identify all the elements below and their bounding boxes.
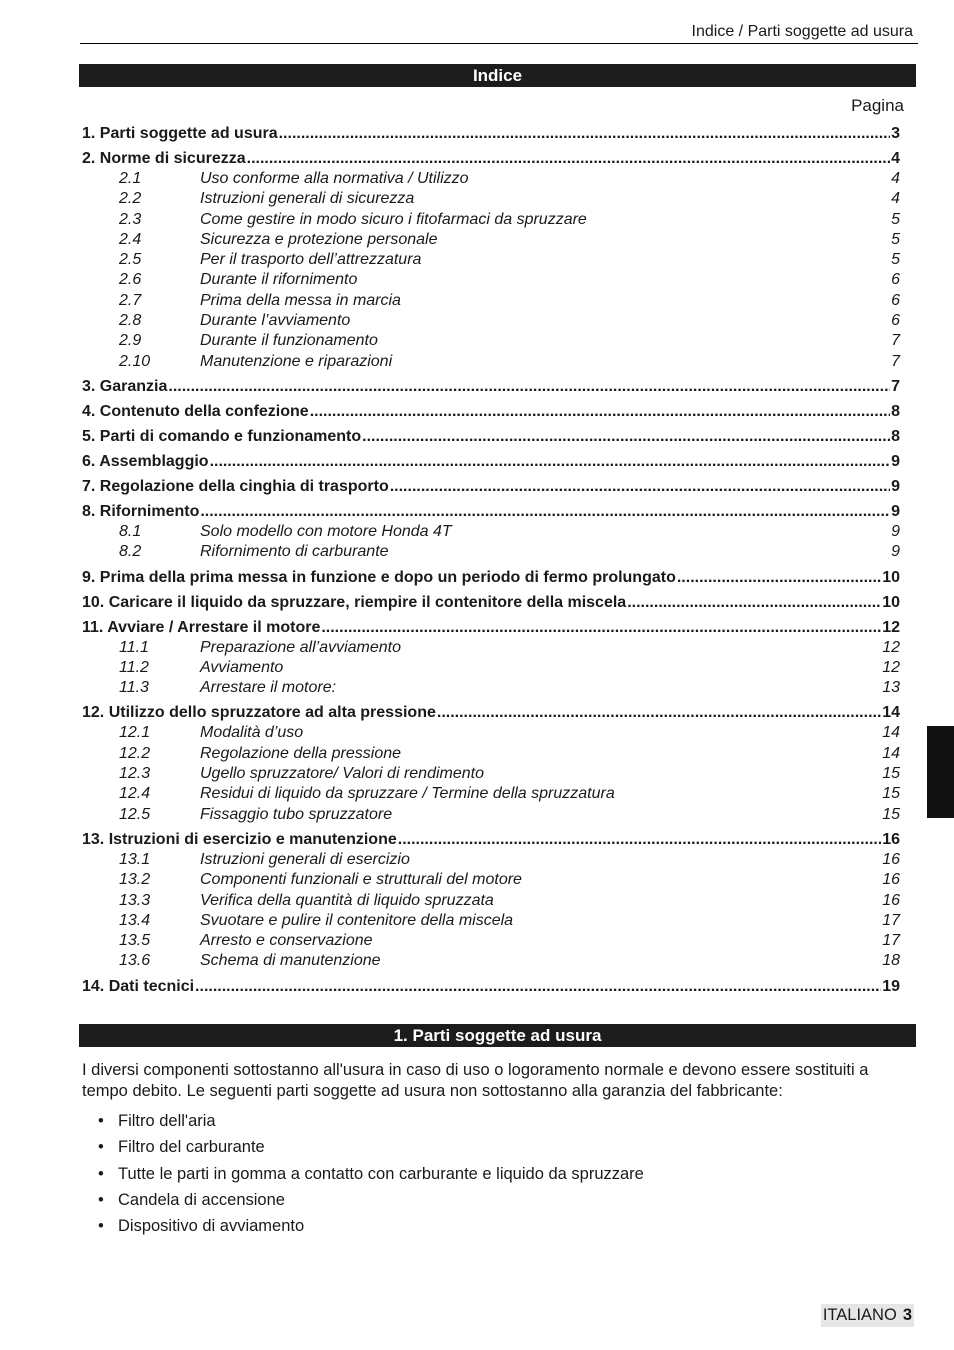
toc-subentry-number: 2.6 xyxy=(119,271,142,289)
toc-entry-page: 16 xyxy=(882,830,900,848)
toc-subentry-number: 13.1 xyxy=(119,850,151,868)
toc-entry-title: 1. Parti soggette ad usura xyxy=(82,125,278,142)
toc-subentry-title: Componenti funzionali e strutturali del motore xyxy=(200,871,522,889)
toc-entry[interactable] xyxy=(82,124,900,144)
toc-subentry-page: 17 xyxy=(882,911,900,929)
toc-entry[interactable] xyxy=(82,427,900,447)
wear-parts-list xyxy=(98,1108,644,1239)
toc-subentry-number: 12.1 xyxy=(119,724,151,742)
toc-subentry-number: 12.2 xyxy=(119,744,151,762)
bullet-icon: • xyxy=(98,1112,104,1130)
toc-subentry-title: Verifica della quantità di liquido spruzzata xyxy=(200,891,494,909)
running-header: Indice / Parti soggette ad usura xyxy=(691,23,913,40)
toc-entry-page: 4 xyxy=(891,150,900,167)
toc-subentry-page: 9 xyxy=(891,522,900,540)
toc-entry-page: 8 xyxy=(891,427,900,445)
toc-subentry[interactable] xyxy=(82,870,900,890)
toc-subentry-number: 2.8 xyxy=(119,312,142,330)
toc-subentry[interactable] xyxy=(82,911,900,931)
toc-subentry-title: Fissaggio tubo spruzzatore xyxy=(200,805,393,823)
toc-subentry-title: Svuotare e pulire il contenitore della miscela xyxy=(200,911,514,929)
toc-leader-dots xyxy=(437,703,881,723)
toc-subentry-number: 12.5 xyxy=(119,805,151,823)
bullet-icon: • xyxy=(98,1164,104,1183)
toc-leader-dots xyxy=(210,452,891,472)
toc-subentry-title: Sicurezza e protezione personale xyxy=(200,230,438,248)
toc-subentry[interactable] xyxy=(82,352,900,372)
toc-subentry-number: 11.2 xyxy=(119,658,149,676)
toc-subentry-number: 13.5 xyxy=(119,932,151,950)
toc-entry-page: 10 xyxy=(882,593,900,611)
toc-subentry-title: Prima della messa in marcia xyxy=(200,291,401,309)
toc-subentry-title: Solo modello con motore Honda 4T xyxy=(200,522,452,540)
toc-entry-page: 8 xyxy=(891,402,900,420)
toc-entry-title: 10. Caricare il liquido da spruzzare, riempire il contenitore della miscela xyxy=(82,593,627,611)
toc-subentry-page: 4 xyxy=(891,170,900,187)
table-of-contents xyxy=(82,124,900,997)
toc-entry-page: 9 xyxy=(891,477,900,495)
toc-subentry-title: Modalità d’uso xyxy=(200,724,304,742)
toc-subentry-number: 2.4 xyxy=(119,230,142,248)
toc-entry-page: 7 xyxy=(891,377,900,395)
toc-subentry[interactable] xyxy=(82,764,900,784)
toc-entry[interactable] xyxy=(82,149,900,169)
list-item-text: Filtro del carburante xyxy=(118,1138,265,1157)
toc-subentry-page: 14 xyxy=(882,724,900,742)
toc-subentry-title: Rifornimento di carburante xyxy=(200,543,389,561)
toc-subentry[interactable] xyxy=(82,291,900,311)
toc-leader-dots xyxy=(168,377,890,397)
bullet-icon: • xyxy=(98,1217,104,1236)
toc-subentry[interactable] xyxy=(82,169,900,189)
toc-subentry[interactable] xyxy=(82,931,900,951)
toc-entry[interactable] xyxy=(82,377,900,397)
list-item xyxy=(98,1161,644,1187)
toc-subentry-title: Durante l’avviamento xyxy=(200,312,351,330)
toc-subentry-page: 17 xyxy=(882,932,900,950)
toc-entry-page: 12 xyxy=(882,618,900,636)
toc-subentry[interactable] xyxy=(82,678,900,698)
toc-entry[interactable] xyxy=(82,703,900,723)
toc-subentry-page: 6 xyxy=(891,312,900,330)
toc-leader-dots xyxy=(279,124,890,144)
toc-subentry-page: 15 xyxy=(882,805,900,823)
toc-leader-dots xyxy=(677,568,881,588)
toc-subentry[interactable] xyxy=(82,189,900,209)
toc-entry[interactable] xyxy=(82,593,900,613)
toc-entry-title: 4. Contenuto della confezione xyxy=(82,402,309,420)
toc-entry[interactable] xyxy=(82,830,900,850)
toc-leader-dots xyxy=(195,977,881,997)
toc-leader-dots xyxy=(627,593,881,613)
list-item-text: Filtro dell'aria xyxy=(118,1112,216,1130)
toc-entry[interactable] xyxy=(82,477,900,497)
toc-subentry-page: 6 xyxy=(891,291,900,309)
toc-subentry-page: 14 xyxy=(882,744,900,762)
toc-subentry[interactable] xyxy=(82,522,900,542)
toc-subentry-page: 5 xyxy=(891,251,900,269)
toc-subentry-title: Istruzioni generali di sicurezza xyxy=(200,190,415,208)
toc-subentry[interactable] xyxy=(82,744,900,764)
toc-leader-dots xyxy=(321,618,881,638)
toc-entry-title: 5. Parti di comando e funzionamento xyxy=(82,427,362,445)
toc-subentry[interactable] xyxy=(82,723,900,743)
toc-subentry-title: Durante il funzionamento xyxy=(200,332,378,350)
toc-subentry-title: Durante il rifornimento xyxy=(200,271,358,289)
section-title-bar: 1. Parti soggette ad usura xyxy=(79,1024,916,1047)
toc-subentry-page: 7 xyxy=(891,332,900,350)
toc-entry-page: 9 xyxy=(891,502,900,520)
page-footer xyxy=(821,1304,914,1327)
toc-subentry-page: 18 xyxy=(882,952,900,970)
toc-entry-title: 14. Dati tecnici xyxy=(82,977,195,995)
toc-subentry[interactable] xyxy=(82,891,900,911)
toc-subentry[interactable] xyxy=(82,230,900,250)
toc-subentry-number: 2.9 xyxy=(119,332,142,350)
toc-entry-title: 9. Prima della prima messa in funzione e dopo un periodo di fermo prolungato xyxy=(82,568,676,586)
list-item-text: Dispositivo di avviamento xyxy=(118,1217,305,1236)
toc-entry-page: 10 xyxy=(882,568,900,586)
toc-entry-title: 8. Rifornimento xyxy=(82,502,200,520)
toc-entry[interactable] xyxy=(82,977,900,997)
toc-subentry-number: 2.3 xyxy=(119,210,142,228)
toc-subentry-title: Regolazione della pressione xyxy=(200,744,402,762)
toc-subentry-title: Uso conforme alla normativa / Utilizzo xyxy=(200,170,469,187)
toc-subentry-number: 2.7 xyxy=(119,291,142,309)
toc-subentry-title: Ugello spruzzatore/ Valori di rendimento xyxy=(200,765,484,783)
list-item xyxy=(98,1134,644,1160)
index-title-bar: Indice xyxy=(79,64,916,87)
toc-subentry-title: Schema di manutenzione xyxy=(200,952,381,970)
toc-entry-page: 9 xyxy=(891,452,900,470)
toc-leader-dots xyxy=(310,402,890,422)
toc-entry-page: 3 xyxy=(891,125,900,142)
toc-entry-title: 7. Regolazione della cinghia di trasporto xyxy=(82,477,389,495)
toc-entry[interactable] xyxy=(82,618,900,638)
list-item-text: Tutte le parti in gomma a contatto con carburante e liquido da spruzzare xyxy=(118,1164,644,1183)
toc-subentry-page: 9 xyxy=(891,543,900,561)
toc-subentry[interactable] xyxy=(82,210,900,230)
toc-subentry[interactable] xyxy=(82,542,900,562)
toc-subentry-page: 16 xyxy=(882,871,900,889)
toc-entry-title: 13. Istruzioni di esercizio e manutenzione xyxy=(82,830,397,848)
toc-subentry-number: 8.1 xyxy=(119,522,142,540)
toc-subentry-page: 16 xyxy=(882,850,900,868)
toc-subentry-number: 13.2 xyxy=(119,871,151,889)
toc-subentry[interactable] xyxy=(82,638,900,658)
toc-leader-dots xyxy=(247,149,890,169)
toc-entry-title: 3. Garanzia xyxy=(82,377,168,395)
toc-subentry[interactable] xyxy=(82,311,900,331)
toc-subentry[interactable] xyxy=(82,805,900,825)
toc-subentry-title: Avviamento xyxy=(200,658,284,676)
toc-subentry-page: 5 xyxy=(891,210,900,228)
toc-subentry[interactable] xyxy=(82,784,900,804)
list-item xyxy=(98,1213,644,1239)
toc-subentry-number: 2.5 xyxy=(119,251,142,269)
toc-subentry-page: 6 xyxy=(891,271,900,289)
toc-subentry-number: 13.3 xyxy=(119,891,151,909)
toc-entry-title: 11. Avviare / Arrestare il motore xyxy=(82,618,321,636)
toc-entry-title: 6. Assemblaggio xyxy=(82,452,209,470)
toc-entry[interactable] xyxy=(82,502,900,522)
toc-subentry-number: 12.4 xyxy=(119,785,151,803)
toc-entry[interactable] xyxy=(82,402,900,422)
toc-leader-dots xyxy=(390,477,890,497)
toc-subentry-page: 12 xyxy=(882,638,900,656)
toc-subentry-page: 7 xyxy=(891,352,900,370)
toc-subentry-number: 2.2 xyxy=(119,190,142,208)
toc-subentry-page: 12 xyxy=(882,658,900,676)
toc-subentry[interactable] xyxy=(82,331,900,351)
toc-subentry-title: Arresto e conservazione xyxy=(200,932,373,950)
toc-entry[interactable] xyxy=(82,568,900,588)
toc-leader-dots xyxy=(398,830,881,850)
toc-subentry-number: 8.2 xyxy=(119,543,142,561)
toc-subentry[interactable] xyxy=(82,951,900,971)
toc-subentry-page: 15 xyxy=(882,765,900,783)
toc-entry-title: 2. Norme di sicurezza xyxy=(82,150,246,167)
language-tab-marker xyxy=(927,726,954,818)
toc-entry[interactable] xyxy=(82,452,900,472)
bullet-icon: • xyxy=(98,1138,104,1157)
toc-subentry-title: Istruzioni generali di esercizio xyxy=(200,850,410,868)
toc-subentry-title: Arrestare il motore: xyxy=(200,679,337,697)
toc-subentry-title: Residui di liquido da spruzzare / Termine della spruzzatura xyxy=(200,785,615,803)
toc-subentry-number: 2.10 xyxy=(119,352,151,370)
footer-page-number: 3 xyxy=(902,1306,912,1324)
toc-subentry-page: 4 xyxy=(891,190,900,208)
toc-subentry[interactable] xyxy=(82,270,900,290)
toc-subentry[interactable] xyxy=(82,250,900,270)
toc-subentry[interactable] xyxy=(82,850,900,870)
toc-subentry-number: 13.4 xyxy=(119,911,151,929)
toc-subentry-page: 5 xyxy=(891,230,900,248)
toc-subentry-title: Come gestire in modo sicuro i fitofarmaci da spruzzare xyxy=(200,210,587,228)
toc-subentry-page: 15 xyxy=(882,785,900,803)
footer-language: ITALIANO xyxy=(822,1306,897,1324)
toc-subentry-number: 11.1 xyxy=(119,638,149,656)
toc-subentry-title: Per il trasporto dell’attrezzatura xyxy=(200,251,422,269)
list-item xyxy=(98,1187,644,1213)
toc-subentry-page: 16 xyxy=(882,891,900,909)
toc-entry-page: 19 xyxy=(882,977,900,995)
toc-leader-dots xyxy=(200,502,890,522)
section-intro-paragraph: I diversi componenti sottostanno all'usura in caso di uso o logoramento normale e devono essere sostituiti a tempo debito. Le seguenti parti soggette ad usura non sottostanno alla garanzia del fabbricante: xyxy=(82,1061,869,1100)
toc-leader-dots xyxy=(362,427,890,447)
bullet-icon: • xyxy=(98,1190,104,1209)
toc-subentry-number: 12.3 xyxy=(119,765,151,783)
list-item xyxy=(98,1108,644,1134)
toc-subentry-number: 13.6 xyxy=(119,952,151,970)
toc-subentry-page: 13 xyxy=(882,679,900,697)
toc-subentry-title: Manutenzione e riparazioni xyxy=(200,352,393,370)
header-rule xyxy=(80,43,918,44)
toc-subentry-number: 2.1 xyxy=(119,170,142,187)
toc-entry-title: 12. Utilizzo dello spruzzatore ad alta pressione xyxy=(82,704,436,722)
toc-subentry-number: 11.3 xyxy=(119,679,149,697)
toc-subentry[interactable] xyxy=(82,658,900,678)
page-column-label: Pagina xyxy=(851,96,904,115)
toc-entry-page: 14 xyxy=(882,704,900,722)
list-item-text: Candela di accensione xyxy=(118,1190,285,1209)
toc-subentry-title: Preparazione all’avviamento xyxy=(200,638,401,656)
